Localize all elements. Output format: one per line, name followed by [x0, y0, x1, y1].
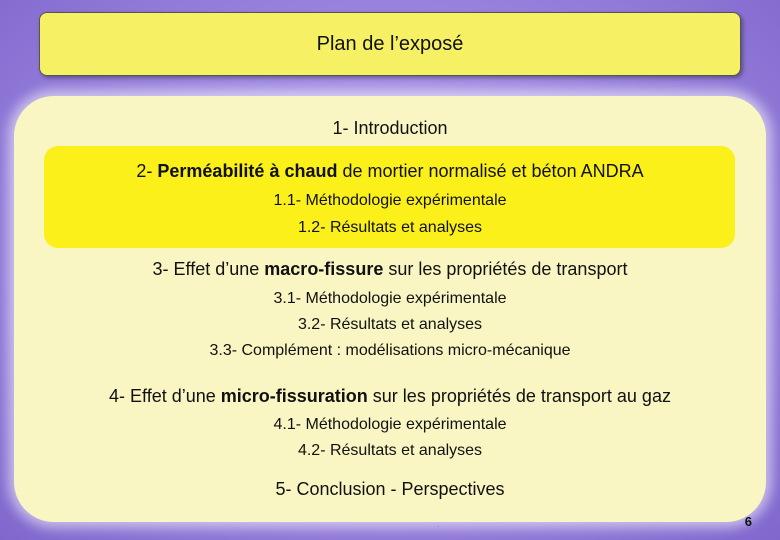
section-2-2: 1.2- Résultats et analyses	[297, 219, 483, 236]
section-5: 5- Conclusion - Perspectives	[275, 479, 505, 499]
section-4-prefix: 4- Effet d’une	[109, 386, 221, 406]
page-number: 6	[744, 514, 752, 529]
section-3	[0, 259, 780, 280]
slide-title-box	[39, 12, 741, 76]
section-4-keyword: micro-fissuration	[220, 386, 368, 406]
section-2-prefix: 2-	[136, 161, 158, 181]
section-1: 1- Introduction	[332, 118, 448, 138]
section-3-2: 3.2- Résultats et analyses	[297, 316, 483, 333]
section-2-keyword: Perméabilité à chaud	[157, 161, 338, 181]
section-3-keyword: macro-fissure	[264, 259, 384, 279]
slide-title: Plan de l’exposé	[316, 32, 464, 55]
section-3-3: 3.3- Complément : modélisations micro-mécanique	[209, 342, 571, 359]
section-4-1: 4.1- Méthodologie expérimentale	[273, 416, 507, 433]
section-3-suffix: sur les propriétés de transport	[383, 259, 628, 279]
section-2-1: 1.1- Méthodologie expérimentale	[273, 192, 507, 209]
section-4-suffix: sur les propriétés de transport au gaz	[367, 386, 671, 406]
section-2-suffix: de mortier normalisé et béton ANDRA	[337, 161, 644, 181]
footer-dot: .	[437, 520, 440, 529]
section-4-2: 4.2- Résultats et analyses	[297, 442, 483, 459]
section-3-prefix: 3- Effet d’une	[152, 259, 265, 279]
section-2	[0, 161, 780, 182]
section-4	[0, 386, 780, 407]
section-3-1: 3.1- Méthodologie expérimentale	[273, 290, 507, 307]
